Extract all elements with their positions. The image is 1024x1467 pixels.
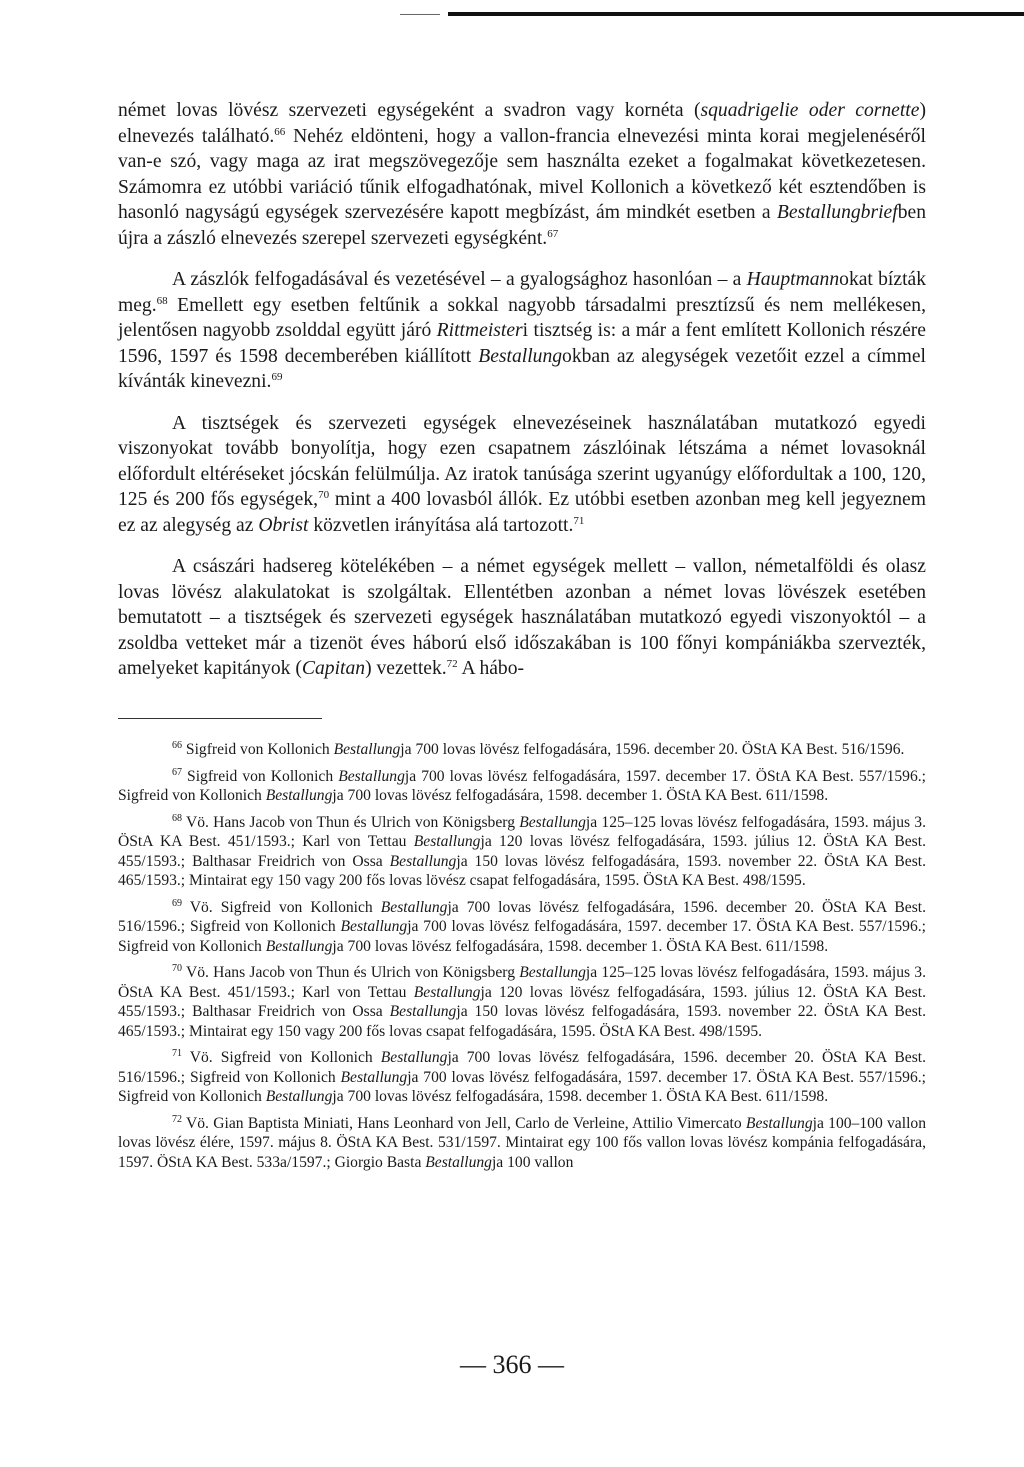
italic-term: Bestallung (389, 852, 457, 870)
italic-term: Bestallung (333, 741, 401, 758)
header-rule (448, 12, 1024, 16)
text-run: ja 100–100 vallon lovas lövész élére, 1597. május 8. ÖStA KA Best. 531/1597. Mintairat egy 100 fős vallon lovas lövész kompánia felfogadására, 1597. ÖStA KA Best. 533a/1597.; Giorgio Basta (118, 1114, 926, 1171)
text-run: Vö. Gian Baptista Miniati, Hans Leonhard von Jell, Carlo de Verleine, Attilio Vimercato (182, 1114, 746, 1132)
text-run: ja 700 lovas lövész felfogadására, 1598. december 1. ÖStA KA Best. 611/1598. (332, 1088, 829, 1105)
text-run: ja 700 lovas lövész felfogadására, 1596. december 20. ÖStA KA Best. 516/1596.; Sigfreid von Kollonich (118, 898, 926, 935)
text-run: A császári hadsereg kötelékében – a német egységek mellett – vallon, németalföldi és olasz lovas lövész alakulatokat is szolgáltak. Ellentétben azonban a német lovas lövészek esetében bemutatott – a tisztségek és szervezeti egységek használatában mutatkozó egyedi viszonyoktól – a zsoldba vetteket már a tizenöt éves háború első időszakában is 100 főnyi kompániákba szervezték, amelyeket kapitányok ( (118, 556, 926, 679)
text-run: közvetlen irányítása alá tartozott. (308, 514, 574, 536)
text-run: Sigfreid von Kollonich (182, 741, 334, 758)
text-run: ja 700 lovas lövész felfogadására, 1597. december 17. ÖStA KA Best. 557/1596.; Sigfreid von Kollonich (118, 767, 926, 804)
text-run: Vö. Hans Jacob von Thun és Ulrich von Königsberg (182, 964, 520, 981)
footnote-69 (118, 898, 926, 957)
text-run: ben újra a zászló elnevezés szerepel szervezeti egységként. (118, 202, 926, 249)
header-dash (400, 14, 440, 15)
text-run: német lovas lövész szervezeti egységeként a svadron vagy kornéta ( (118, 100, 701, 121)
italic-term: Bestallung (265, 1088, 333, 1105)
italic-term: Bestallungbrief (776, 202, 898, 223)
page-number: — 366 — (460, 1350, 564, 1379)
italic-term: Bestallung (380, 898, 448, 916)
italic-term: Rittmeister (436, 320, 523, 341)
text-run: ja 150 lovas lövész felfogadására, 1593. november 22. ÖStA KA Best. 465/1593.; Mintairat egy 150 vagy 200 fős lovas lövész csapat felfogadására, 1595. ÖStA KA Best. 498/1595. (118, 852, 926, 889)
footnote-number: 70 (172, 963, 182, 974)
italic-term: Bestallung (265, 787, 333, 804)
text-run: mint a 400 lovasból állók. Ez utóbbi esetben azonban meg kell jegyeznem ez az alegység az (118, 489, 926, 536)
text-run: ja 120 lovas lövész felfogadására, 1593. július 12. ÖStA KA Best. 455/1593.; Balthasar Freidrich von Ossa (118, 833, 926, 870)
italic-term: Obrist (258, 514, 309, 536)
text-run: ja 150 lovas lövész felfogadására, 1593. november 22. ÖStA KA Best. 465/1593.; Mintairat egy 150 vagy 200 fős lovas csapat felfogadására, 1595. ÖStA KA Best. 498/1595. (118, 1003, 926, 1040)
text-run: Vö. Sigfreid von Kollonich (182, 898, 381, 916)
text-run: ja 700 lovas lövész felfogadására, 1597. december 17. ÖStA KA Best. 557/1596.; Sigfreid von Kollonich (118, 1068, 926, 1105)
paragraph-2 (118, 267, 926, 395)
italic-term: Bestallung (389, 1003, 457, 1020)
text-run: ja 700 lovas lövész felfogadására, 1596. december 20. ÖStA KA Best. 516/1596. (400, 741, 905, 758)
text-run: ja 120 lovas lövész felfogadására, 1593. július 12. ÖStA KA Best. 455/1593.; Balthasar Freidrich von Ossa (118, 983, 926, 1020)
footnote-66 (118, 740, 926, 760)
footnote-ref: 68 (156, 294, 168, 307)
text-run: ja 125–125 lovas lövész felfogadására, 1593. május 3. ÖStA KA Best. 451/1593.; Karl von Tettau (118, 964, 926, 1001)
footnote-ref: 72 (446, 658, 458, 670)
paragraph-3 (118, 411, 926, 539)
footnote-67 (118, 767, 926, 806)
footnote-number: 71 (172, 1048, 182, 1059)
text-run: Vö. Sigfreid von Kollonich (182, 1049, 381, 1066)
italic-term: Bestallung (338, 767, 405, 785)
footnote-ref: 69 (271, 371, 283, 383)
italic-term: Bestallung (340, 918, 408, 935)
italic-term: Bestallung (478, 345, 563, 367)
footnote-number: 66 (172, 740, 182, 751)
text-run: Sigfreid von Kollonich (182, 767, 339, 785)
italic-term: squadrigelie oder cornette (700, 100, 920, 121)
footnote-70 (118, 963, 926, 1041)
footnote-ref: 66 (274, 125, 286, 138)
footnote-ref: 67 (547, 227, 559, 240)
italic-term: Hauptmann (746, 269, 840, 290)
paragraph-1 (118, 98, 926, 251)
footnote-separator (118, 718, 322, 719)
text-run: okat bízták meg. (118, 269, 927, 316)
footnote-number: 68 (172, 812, 182, 824)
text-run: okban az alegységek vezetőit ezzel a címmel kívánták kinevezni. (118, 345, 926, 392)
italic-term: Bestallung (745, 1114, 813, 1132)
text-run: ) elnevezés található. (118, 100, 926, 147)
italic-term: Bestallung (413, 833, 481, 850)
footnotes (118, 740, 926, 1179)
text-run: ja 700 lovas lövész felfogadására, 1598. december 1. ÖStA KA Best. 611/1598. (332, 937, 829, 955)
text-run: ja 125–125 lovas lövész felfogadására, 1593. május 3. ÖStA KA Best. 451/1593.; Karl von Tettau (118, 813, 926, 850)
footnote-ref: 71 (573, 514, 585, 527)
text-run: ja 100 vallon (491, 1153, 574, 1171)
paragraph-4 (118, 554, 926, 682)
text-run: Vö. Hans Jacob von Thun és Ulrich von Königsberg (182, 813, 520, 831)
footnote-72 (118, 1114, 926, 1173)
footnote-71 (118, 1048, 926, 1107)
footnote-number: 69 (172, 897, 182, 909)
text-run: ja 700 lovas lövész felfogadására, 1596. december 20. ÖStA KA Best. 516/1596.; Sigfreid von Kollonich (118, 1049, 926, 1086)
footnote-number: 72 (172, 1113, 182, 1125)
text-run: Nehéz eldönteni, hogy a vallon-francia elnevezési minta korai megjelenéséről van-e szó, vagy maga az irat megszövegezője sem használta ezeket a fogalmakat következetesen. Számomra ez utóbbi variáció tűnik elfogadhatónak, mivel Kollonich a következő két esztendőben is hasonló nagyságú egységek szervezésére kapott megbízást, ám mindkét esetben a (118, 125, 927, 223)
text-run: i tisztség is: a már a fent említett Kollonich részére 1596, 1597 és 1598 decemberében kiállított (118, 320, 927, 367)
text-run: ) vezettek. (365, 658, 447, 679)
italic-term: Bestallung (340, 1068, 408, 1086)
italic-term: Bestallung (519, 813, 586, 831)
italic-term: Bestallung (413, 983, 481, 1001)
italic-term: Bestallung (519, 964, 586, 981)
main-text (118, 98, 926, 698)
italic-term: Capitan (301, 658, 366, 679)
footnote-68 (118, 813, 926, 891)
text-run: Emellett egy esetben feltűnik a sokkal nagyobb társadalmi presztízsű és nem mellékesen, jelentősen nagyobb zsolddal együtt járó (118, 294, 926, 341)
text-run: ja 700 lovas lövész felfogadására, 1597. december 17. ÖStA KA Best. 557/1596.; Sigfreid von Kollonich (118, 918, 926, 955)
italic-term: Bestallung (380, 1049, 448, 1066)
italic-term: Bestallung (425, 1153, 492, 1171)
footnote-ref: 70 (318, 489, 330, 501)
text-run: A zászlók felfogadásával és vezetésével – a gyalogsághoz hasonlóan – a (172, 269, 747, 290)
text-run: A tisztségek és szervezeti egységek elnevezéseinek használatában mutatkozó egyedi viszonyokat tovább bonyolítja, hogy ezen csapatnem zászlóinak létszáma a német lovasoknál előfordult eltéréseket jócskán felülmúlja. Az iratok tanúsága szerint ugyanúgy előfordultak a 100, 120, 125 és 200 fős egységek, (118, 412, 926, 510)
italic-term: Bestallung (265, 937, 333, 955)
text-run: ja 700 lovas lövész felfogadására, 1598. december 1. ÖStA KA Best. 611/1598. (332, 787, 829, 804)
text-run: A hábo- (457, 658, 525, 679)
footnote-number: 67 (172, 766, 182, 778)
